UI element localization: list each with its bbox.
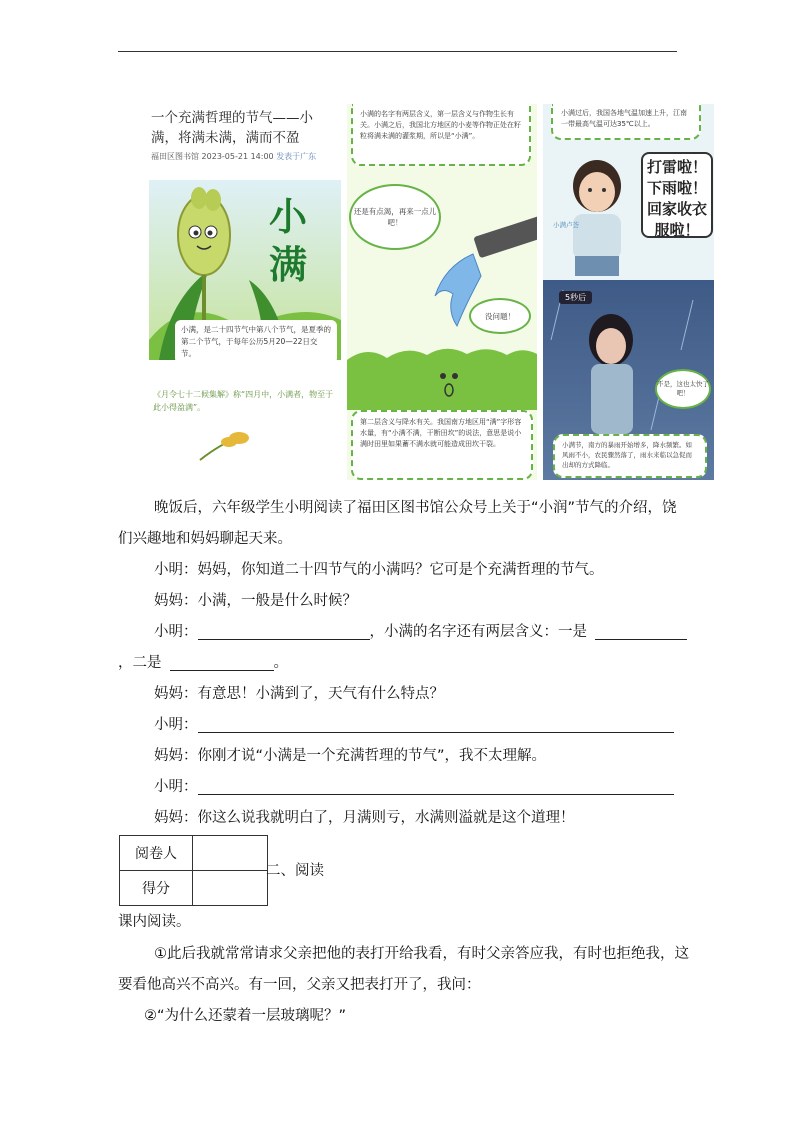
reading-paragraph-2: ②“为什么还蒙着一层玻璃呢？” [144,1008,347,1024]
blank-meaning-one[interactable] [595,623,687,640]
grass-character-icon [347,340,537,410]
girl-character-icon [547,152,647,276]
shout-bubble: 打雷啦！下雨啦！回家收衣服啦！ [641,152,713,238]
publish-location: 发表于广东 [276,152,317,161]
speaker-label: 小明： [154,779,198,795]
dialogue-3-end: 。 [273,655,288,671]
poster-panel-meaning [347,104,537,480]
wheat-ear-icon [195,422,255,462]
blank-weather[interactable] [198,716,674,733]
dialogue-5 [118,715,678,735]
speaker-label: 小明： [154,717,198,733]
dialogue-2: 妈妈：小满，一般是什么时候？ [154,593,357,609]
dialogue-4: 妈妈：有意思！小满到了，天气有什么特点？ [154,686,444,702]
dialogue-3-cont [118,653,678,673]
speech-bubble-thirsty: 还是有点渴，再来一点儿吧！ [349,184,441,250]
article-date: 2023-05-21 14:00 [201,152,274,161]
caption-rainstorm: 小满节，南方的暴雨开始增多，降水频繁。如风雨不小，农民骤然落了，雨水来临以急促而出却的方式降临。 [553,434,707,478]
speech-bubble-too-fast: 不是，这也太快了吧！ [655,369,711,409]
five-seconds-later-label: 5秒后 [559,291,592,304]
dialogue-1: 小明：妈妈，你知道二十四节气的小满吗？它可是个充满哲理的节气。 [154,562,604,578]
reading-paragraph-1b: 要看他高兴不高兴。有一回，父亲又把表打开了，我问： [118,977,481,993]
speaker-label: 小明： [154,624,198,640]
caption-meaning-one: 小满的名字有两层含义，第一层含义与作物生长有关。小满之后，我国北方地区的小麦等作物正处在籽粒将满未满的灌浆期，所以是“小满”。 [351,104,531,166]
blank-philosophy[interactable] [198,778,674,795]
intro-line-2: 们兴趣地和妈妈聊起天来。 [118,531,292,547]
xiaoman-poster-image [149,104,714,480]
reading-paragraph-1a: ①此后我就常常请求父亲把他的表打开给我看，有时父亲答应我，有时也拒绝我，这 [154,946,689,962]
dialogue-3 [118,622,678,642]
book-quote: 《月令七十二候集解》称“四月中，小满者，物至于此小得盈满”。 [153,390,334,412]
dialogue-3-middle: ，小满的名字还有两层含义：一是 [369,624,587,640]
blank-meaning-two[interactable] [170,654,274,671]
account-name: 福田区图书馆 [151,152,199,161]
section-subtitle: 课内阅读。 [118,914,191,930]
score-cell[interactable] [193,871,268,906]
article-meta [151,151,316,162]
dialogue-7 [118,777,678,797]
big-char-xiao: 小 [269,194,308,239]
section-heading: 二、阅读 [266,863,324,879]
header-rule [118,51,677,52]
xiaoman-description: 小满，是二十四节气中第八个节气，是夏季的第二个节气，于每年公历5月20—22日交节。 [175,320,337,364]
speech-bubble-ok: 没问题！ [469,298,531,334]
poster-panel-weather [543,104,714,480]
dialogue-8: 妈妈：你这么说我就明白了，月满则亏，水满则溢就是这个道理！ [154,810,575,826]
score-table [119,835,268,906]
poster-panel-intro [149,104,341,480]
reviewer-cell[interactable] [193,836,268,871]
caption-meaning-two: 第二层含义与降水有关。我国南方地区用“满”字形容水量，有“小满不满，干断田坎”的说法，意思是说小满时田里如果蓄不满水就可能造成田坎干裂。 [351,410,533,480]
blank-when[interactable] [198,623,370,640]
intro-line-1: 晚饭后，六年级学生小明阅读了福田区图书馆公众号上关于“小润”节气的介绍，饶 [154,500,677,516]
side-label: 小满卢荟 [553,221,579,229]
big-char-man: 满 [269,242,308,287]
dialogue-6: 妈妈：你刚才说“小满是一个充满哲理的节气”，我不太理解。 [154,748,547,764]
article-title: 一个充满哲理的节气——小满，将满未满，满而不盈 [151,110,313,146]
score-label: 得分 [120,871,193,906]
reviewer-label: 阅卷人 [120,836,193,871]
dialogue-3-second: ，二是 [118,655,162,671]
caption-temperature: 小满过后，我国各地气温加速上升，江南一带最高气温可达35℃以上。 [551,104,701,140]
